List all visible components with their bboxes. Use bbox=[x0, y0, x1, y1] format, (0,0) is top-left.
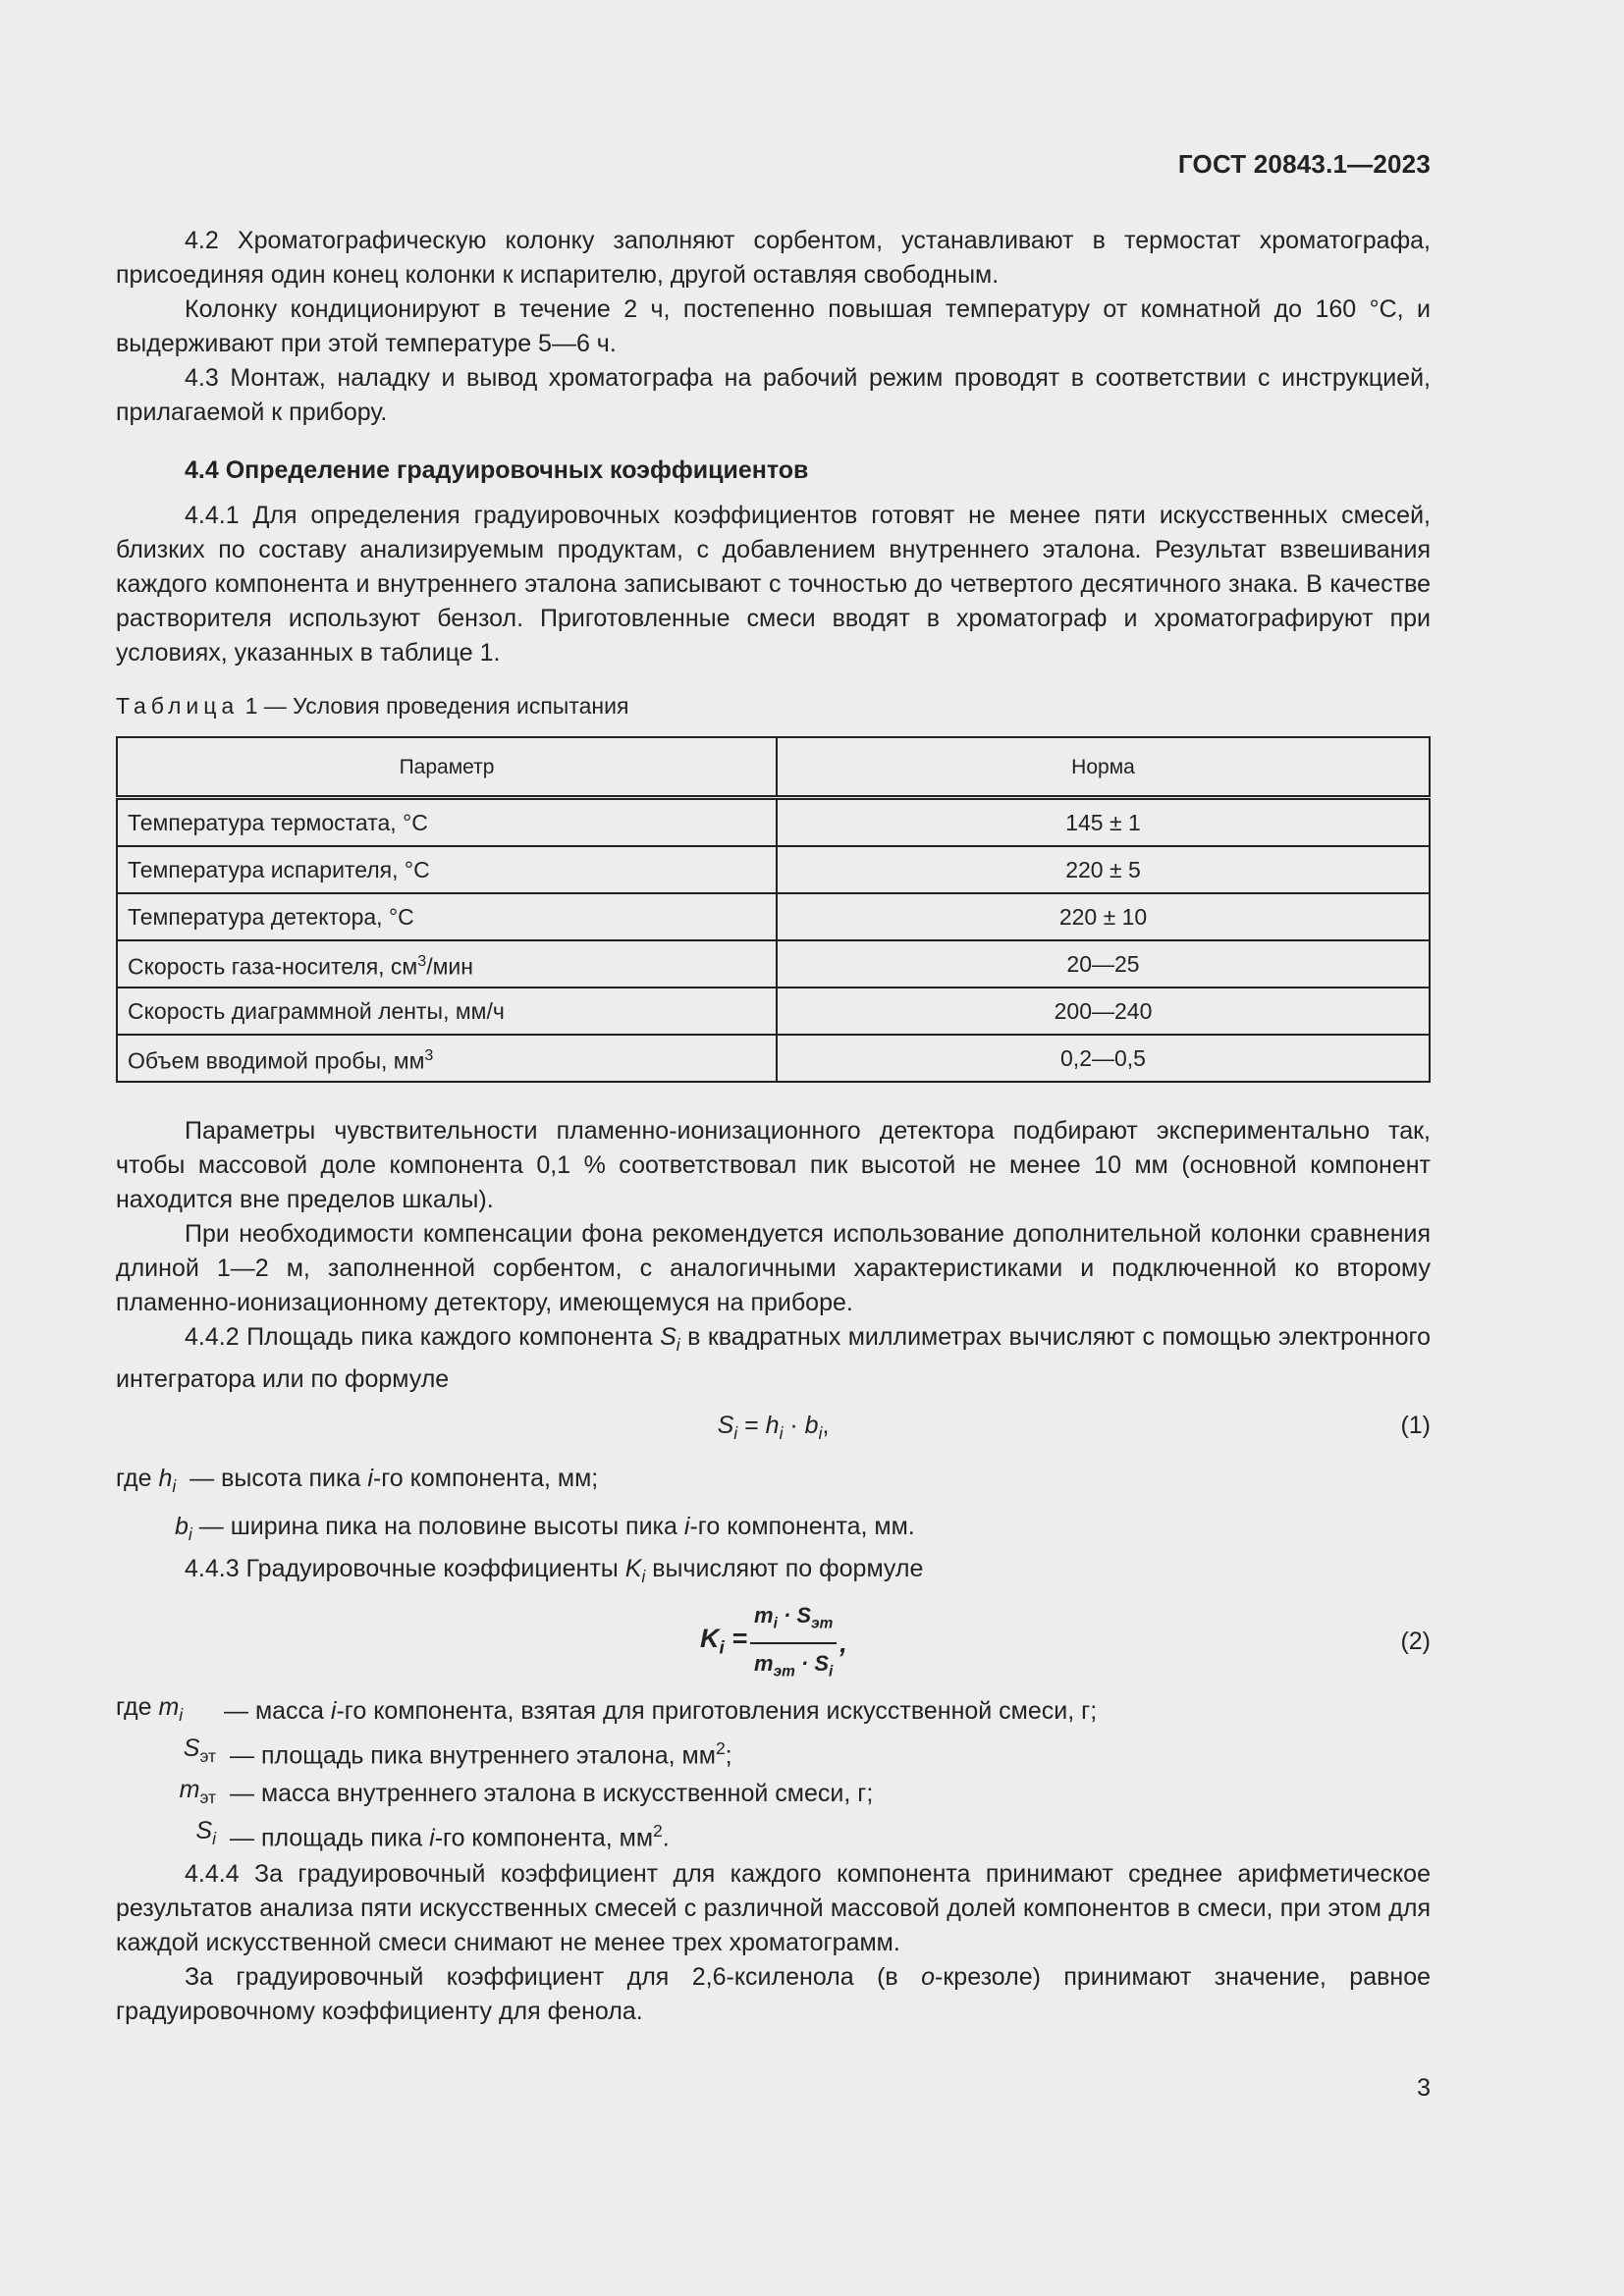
where-s-et-line: $S_{эт}$ — площадь пика внутреннего эталона, $мм^2$; bbox=[183, 1734, 732, 1770]
where-s-i-line: $S_i$ — площадь пика i-го компонента, $мм^2$. bbox=[195, 1816, 670, 1852]
table-header-row bbox=[117, 737, 1430, 798]
formula-2 bbox=[116, 1594, 1431, 1690]
paragraph-4-3: 4.3 Монтаж, наладку и вывод хроматографа на рабочий режим проводят в соответствии с инструкцией, прилагаемой к прибору. bbox=[116, 364, 1431, 426]
formula-1-number: (1) bbox=[1400, 1412, 1431, 1439]
table-caption: Таблица 1 — Условия проведения испытания bbox=[116, 693, 629, 719]
table-cell-norm: 145 ± 1 bbox=[777, 798, 1430, 847]
paragraph-4-4-3: 4.4.3 Градуировочные коэффициенты $K_i$ вычисляют по формуле bbox=[185, 1555, 924, 1586]
conditions-table bbox=[116, 736, 1431, 1083]
table-cell-param: Объем вводимой пробы, $мм^3$ bbox=[117, 1035, 777, 1082]
formula-2-fraction: $\frac{m_i \cdot S_{эт}}{m_{эт} \cdot S_i}$ bbox=[750, 1598, 837, 1689]
formula-2-number: (2) bbox=[1400, 1628, 1431, 1655]
paragraph-4-2: 4.2 Хроматографическую колонку заполняют сорбентом, устанавливают в термостат хроматографа, присоединяя один конец колонки к испарителю, другой оставляя свободным. bbox=[116, 227, 1431, 289]
paragraph-4-4-4: 4.4.4 За градуировочный коэффициент для каждого компонента принимают среднее арифметическое результатов анализа пяти искусственных смесей с различной массовой долей компонентов в смеси, при этом для каждой искусственной смеси снимают не менее трех хроматограмм. bbox=[116, 1860, 1431, 1956]
paragraph-conditioning: Колонку кондиционируют в течение 2 ч, постепенно повышая температуру от комнатной до 160 °С, и выдерживают при этой температуре 5—6 ч. bbox=[116, 295, 1431, 357]
table-cell-param: Температура детектора, °С bbox=[117, 893, 777, 940]
table-row bbox=[117, 1035, 1430, 1082]
formula-1-expression: $S_i = h_i \cdot b_i$, bbox=[717, 1412, 830, 1443]
paragraph-xylenol: За градуировочный коэффициент для 2,6-ксиленола (в о-крезоле) принимают значение, равное градуировочному коэффициенту для фенола. bbox=[116, 1963, 1432, 2025]
table-row bbox=[117, 988, 1430, 1035]
document-body bbox=[116, 224, 1431, 2029]
where-h-line: где $h_i$ — высота пика i-го компонента, мм; bbox=[116, 1465, 599, 1496]
paragraph-compensation: При необходимости компенсации фона рекомендуется использование дополнительной колонки сравнения длиной 1—2 м, заполненной сорбентом, с аналогичными характеристиками и подключенной ко второму пламенно-ионизационному детектору, имеющемуся на приборе. bbox=[116, 1220, 1431, 1316]
where-m-et-line: $m_{эт}$ — масса внутреннего эталона в искусственной смеси, г; bbox=[179, 1775, 874, 1807]
table-row bbox=[117, 846, 1430, 893]
table-cell-norm: 220 ± 10 bbox=[777, 893, 1430, 940]
paragraph-4-4-2: 4.4.2 Площадь пика каждого компонента $S_i$ в квадратных миллиметрах вычисляют с помощью электронного интегратора или по формуле bbox=[116, 1323, 1431, 1393]
table-cell-norm: 200—240 bbox=[777, 988, 1430, 1035]
table-row bbox=[117, 940, 1430, 988]
table-cell-param: Температура испарителя, °С bbox=[117, 846, 777, 893]
where-b-line: $b_i$ — ширина пика на половине высоты пика i-го компонента, мм. bbox=[175, 1513, 915, 1544]
where-m-line: где $m_i$ — масса i-го компонента, взятая для приготовления искусственной смеси, г; bbox=[116, 1692, 1098, 1725]
document-header: ГОСТ 20843.1—2023 bbox=[1177, 149, 1431, 179]
table-cell-param: Скорость газа-носителя, $см^3$/мин bbox=[117, 940, 777, 988]
paragraph-4-4-1: 4.4.1 Для определения градуировочных коэффициентов готовят не менее пяти искусственных смесей, близких по составу анализируемым продуктам, с добавлением внутреннего эталона. Результат взвешивания каждого компонента и внутреннего эталона записывают с точностью до четвертого десятичного знака. В качестве растворителя используют бензол. Приготовленные смеси вводят в хроматограф и хроматографируют при условиях, указанных в таблице 1. bbox=[116, 502, 1431, 667]
table-cell-param: Скорость диаграммной ленты, мм/ч bbox=[117, 988, 777, 1035]
table-cell-norm: 20—25 bbox=[777, 940, 1430, 988]
table-header-norm: Норма bbox=[777, 737, 1430, 798]
table-cell-norm: 220 ± 5 bbox=[777, 846, 1430, 893]
page-number: 3 bbox=[1417, 2074, 1431, 2102]
table-header-param: Параметр bbox=[117, 737, 777, 798]
section-heading-4-4: 4.4 Определение градуировочных коэффициентов bbox=[185, 456, 809, 484]
table-cell-norm: 0,2—0,5 bbox=[777, 1035, 1430, 1082]
formula-1 bbox=[116, 1397, 1431, 1456]
paragraph-sensitivity: Параметры чувствительности пламенно-ионизационного детектора подбирают экспериментально так, чтобы массовой доле компонента 0,1 % соответствовал пик высотой не менее 10 мм (основной компонент находится вне пределов шкалы). bbox=[116, 1117, 1431, 1213]
table-row bbox=[117, 798, 1430, 847]
table-cell-param: Температура термостата, °С bbox=[117, 798, 777, 847]
table-row bbox=[117, 893, 1430, 940]
formula-2-expression: $K_i$ = $\frac{m_i \cdot S_{эт}}{m_{эт} \cdot S_i}$ , bbox=[700, 1598, 847, 1689]
